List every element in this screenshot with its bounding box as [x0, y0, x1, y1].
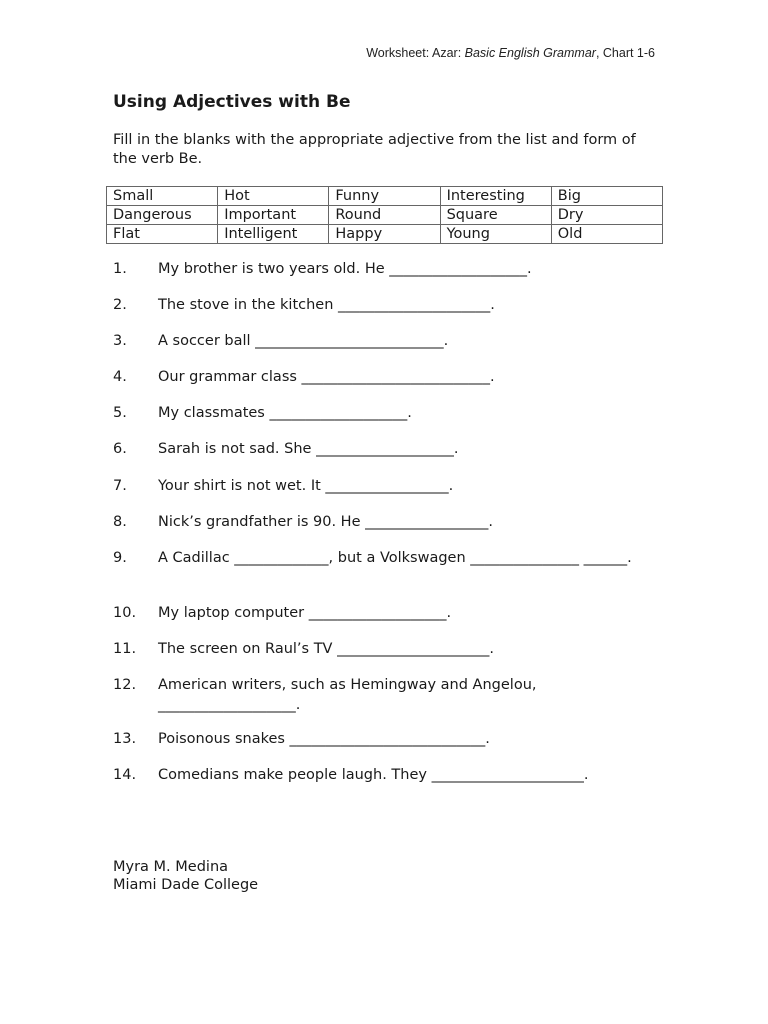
- item-sentence: A Cadillac _____________, but a Volkswagen _______________ ______.: [158, 550, 632, 566]
- item-number: 11.: [113, 641, 137, 657]
- word-table-cell: Funny: [329, 187, 440, 206]
- exercise-item: [113, 404, 633, 424]
- exercise-item: [113, 766, 633, 786]
- item-number: 10.: [113, 605, 137, 621]
- item-number: 2.: [113, 297, 127, 313]
- item-number: 12.: [113, 677, 137, 693]
- header-prefix: Worksheet: Azar:: [366, 46, 465, 60]
- header-book-title: Basic English Grammar: [464, 46, 596, 60]
- word-table-cell: Hot: [218, 187, 329, 206]
- item-number: 9.: [113, 550, 127, 566]
- word-table-cell: Small: [107, 187, 218, 206]
- item-number: 13.: [113, 731, 137, 747]
- item-sentence: A soccer ball __________________________.: [158, 333, 449, 349]
- item-sentence: Nick’s grandfather is 90. He _________________.: [158, 514, 493, 530]
- exercise-item: [113, 604, 633, 624]
- exercise-item: [113, 368, 633, 388]
- instructions: Fill in the blanks with the appropriate adjective from the list and form of the verb Be.: [113, 132, 636, 167]
- footer: [113, 858, 258, 894]
- exercise-item: [113, 549, 633, 569]
- word-table-cell: Big: [551, 187, 662, 206]
- item-sentence: American writers, such as Hemingway and Angelou, ___________________.: [158, 677, 537, 713]
- item-number: 14.: [113, 767, 137, 783]
- exercise-item: [113, 477, 633, 497]
- item-sentence: Our grammar class __________________________.: [158, 369, 495, 385]
- item-sentence: Poisonous snakes ___________________________.: [158, 731, 490, 747]
- word-table-cell: Square: [440, 206, 551, 225]
- exercise-item: [113, 730, 633, 750]
- word-table-cell: Important: [218, 206, 329, 225]
- word-table-cell: Dangerous: [107, 206, 218, 225]
- item-sentence: The screen on Raul’s TV _____________________.: [158, 641, 494, 657]
- author-name: Myra M. Medina: [113, 859, 229, 875]
- header-suffix: , Chart 1-6: [595, 46, 655, 60]
- word-table-cell: Young: [440, 225, 551, 244]
- item-sentence: Sarah is not sad. She ___________________.: [158, 441, 459, 457]
- word-table-cell: Old: [551, 225, 662, 244]
- item-sentence: My laptop computer ___________________.: [158, 605, 452, 621]
- item-sentence: My classmates ___________________.: [158, 405, 412, 421]
- item-sentence: The stove in the kitchen _____________________.: [158, 297, 495, 313]
- exercise-item: [113, 260, 633, 280]
- word-table-cell: Happy: [329, 225, 440, 244]
- school-name: Miami Dade College: [113, 877, 259, 893]
- item-number: 7.: [113, 478, 127, 494]
- item-number: 3.: [113, 333, 127, 349]
- item-sentence: Your shirt is not wet. It _________________.: [158, 478, 454, 494]
- word-table-row: [107, 206, 663, 225]
- item-number: 4.: [113, 369, 127, 385]
- word-table-cell: Intelligent: [218, 225, 329, 244]
- item-number: 6.: [113, 441, 127, 457]
- page-title: Using Adjectives with Be: [113, 92, 351, 112]
- item-number: 5.: [113, 405, 127, 421]
- exercise-item: [113, 296, 633, 316]
- word-table-row: [107, 225, 663, 244]
- item-sentence: My brother is two years old. He ___________________.: [158, 261, 532, 277]
- word-table-cell: Flat: [107, 225, 218, 244]
- item-number: 1.: [113, 261, 127, 277]
- exercise-item: [113, 440, 633, 460]
- exercise-item: [113, 676, 633, 715]
- exercise-item: [113, 513, 633, 533]
- word-table-row: [107, 187, 663, 206]
- worksheet-header: [366, 46, 655, 60]
- item-sentence: Comedians make people laugh. They _____________________.: [158, 767, 589, 783]
- word-table-cell: Interesting: [440, 187, 551, 206]
- word-table-cell: Round: [329, 206, 440, 225]
- exercise-item: [113, 332, 633, 352]
- word-table-cell: Dry: [551, 206, 662, 225]
- adjective-word-table: [106, 186, 663, 244]
- item-number: 8.: [113, 514, 127, 530]
- exercise-item: [113, 640, 633, 660]
